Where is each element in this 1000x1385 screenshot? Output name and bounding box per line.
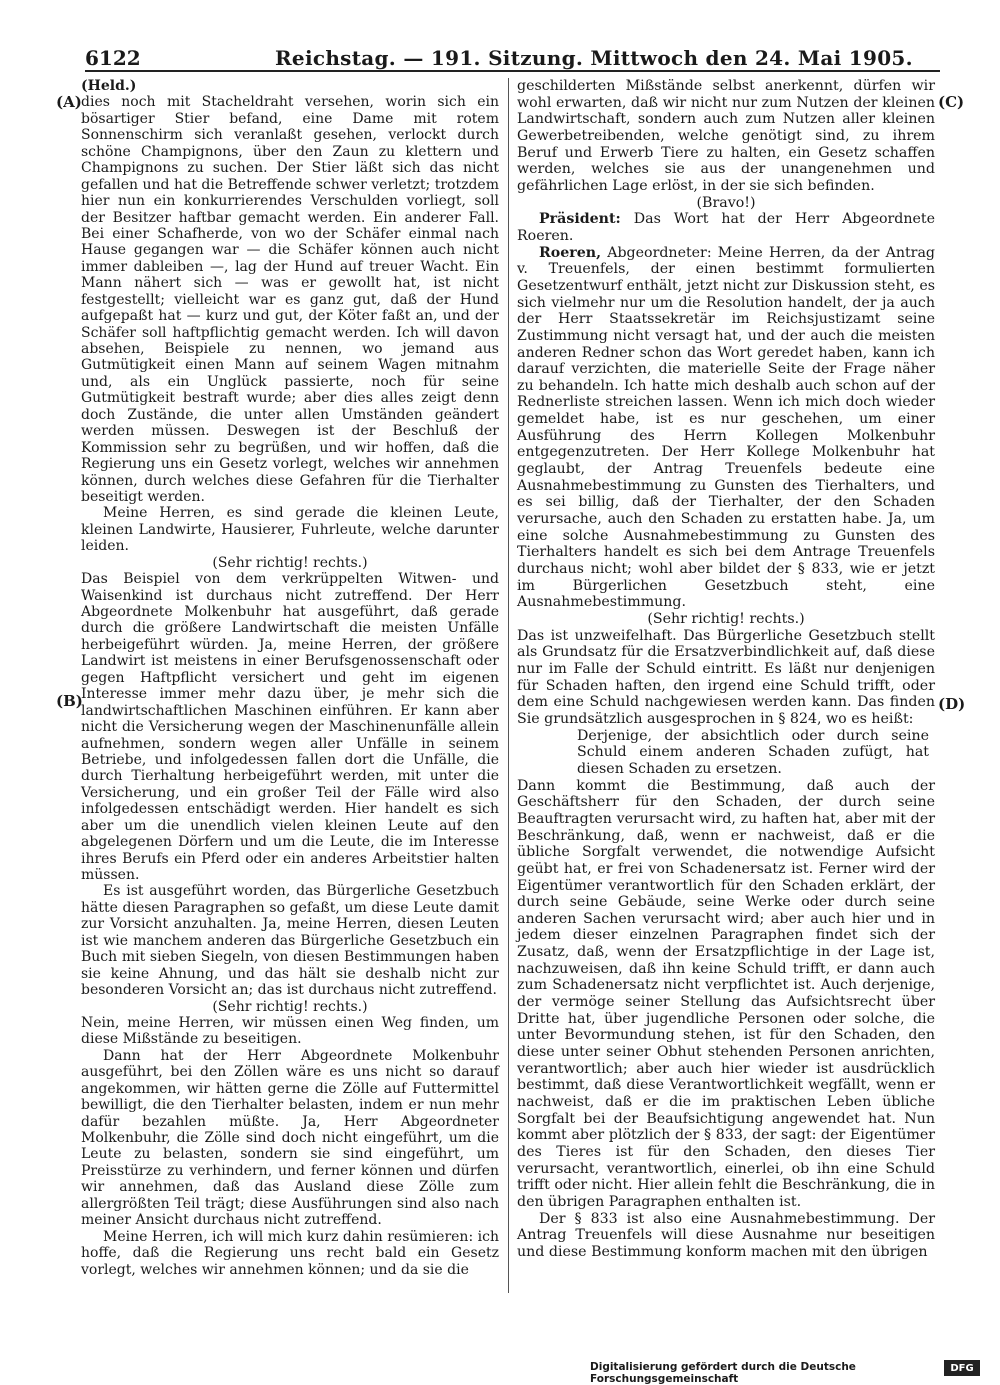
margin-marker-a: (A) xyxy=(56,93,82,111)
footer xyxy=(590,1360,990,1385)
page-number: 6122 xyxy=(85,46,141,70)
paragraph: Das ist unzweifelhaft. Das Bürgerliche Gesetzbuch stellt als Grundsatz für die Ersatzverbindlichkeit auf, daß diese nur im Falle der Schuld eintritt. Es läßt nur denjenigen für Schaden haften, den irgend eine Schuld trifft, oder dem eine Schuld nachgewiesen werden kann. Das finden Sie grundsätzlich ausgesprochen in § 824, wo es heißt: xyxy=(517,627,935,727)
running-title: Reichstag. — 191. Sitzung. Mittwoch den 24. Mai 1905. xyxy=(275,46,913,70)
margin-marker-b: (B) xyxy=(56,692,83,710)
speech-opening xyxy=(517,245,935,611)
right-column xyxy=(517,78,935,1261)
paragraph: dies noch mit Stacheldraht versehen, worin sich ein bösartiger Stier befand, eine Dame mit rotem Sonnenschirm sich veranlaßt gesehen, verlockt durch schöne Champignons, über den Zaun zu klettern und Champignons zu suchen. Der Stier läßt sich das nicht gefallen und hat die Betreffende schwer verletzt; trotzdem hier nun ein konkurrierendes Verschulden vorliegt, soll der Besitzer haftbar gemacht werden. Ein anderer Fall. Bei einer Schafherde, von wo der Schäfer einmal nach Hause gegangen war — die Schäfer können auch nicht immer dableiben —, lag der Hund auf treuer Wacht. Ein Mann nähert sich — was er gewollt hat, ist nicht festgestellt; vielleicht war es ganz gut, daß der Hund aufgepaßt hat — kurz und gut, der Köter faßt an, und der Schäfer soll haftpflichtig gemacht werden. Ich will davon absehen, Beispiele zu nennen, wo jemand aus Gutmütigkeit einen Mann auf seinem Wagen mitnahm und, als ein Unglück passierte, noch für seine Gutmütigkeit bestraft wurde; aber dies alles zeigt denn doch Zustände, die unter allen Umständen geändert werden müssen. Deswegen ist der Beschluß der Kommission sehr zu begrüßen, und wir hoffen, daß die Regierung uns ein Gesetz vorlegt, welches wir annehmen können, durch welches diese Gefahren für die Tierhalter beseitigt werden. xyxy=(81,94,499,505)
margin-marker-c: (C) xyxy=(938,93,965,111)
running-header xyxy=(85,44,940,72)
paragraph: Das Beispiel von dem verkrüppelten Witwen- und Waisenkind ist durchaus nicht zutreffend. Der Herr Abgeordnete Molkenbuhr hat ausgeführt, daß gerade durch die größere Landwirtschaft die meisten Unfälle herbeigeführt würden. Ja, meine Herren, der größere Landwirt ist meistens in einer Berufsgenossenschaft oder gegen Haftpflicht versichert und geht im eigenen Interesse immer mehr dazu über, je mehr sich die landwirtschaftlichen Maschinen einführen. Er kann aber nicht die Versicherung wegen der Maschinenunfälle allein aufnehmen, sondern wegen aller Unfälle in seinem Betriebe, und infolgedessen fallen dort die Unfälle, die durch Tierhaltung herbeigeführt werden, mit unter die Versicherung, und ein großer Teil der Fälle wird also infolgedessen entschädigt werden. Hier handelt es sich aber um die unendlich vielen kleinen Leute auf den abgelegenen Dörfern und um die Leute, die im Interesse ihres Berufs ein Pferd oder ein anderes Arbeitstier halten müssen. xyxy=(81,571,499,883)
left-column xyxy=(81,78,499,1278)
interjection: (Sehr richtig! rechts.) xyxy=(212,998,368,1015)
column-divider xyxy=(508,78,509,1293)
dfg-logo: DFG xyxy=(944,1360,980,1376)
funding-note: Digitalisierung gefördert durch die Deutsche Forschungsgemeinschaft xyxy=(590,1361,856,1385)
interjection: (Bravo!) xyxy=(696,194,756,211)
law-quote: Derjenige, der absichtlich oder durch seine Schuld einem anderen Schaden zufügt, hat diesen Schaden zu ersetzen. xyxy=(577,727,929,777)
paragraph: geschilderten Mißstände selbst anerkennt, dürfen wir wohl erwarten, daß wir nicht nur zum Nutzen der kleinen Landwirtschaft, sondern auch zum Nutzen aller kleinen Gewerbetreibenden, welche genötigt sind, zu ihrem Beruf und Erwerb Tiere zu halten, ein Gesetz schaffen werden, welches sie aus der unangenehmen und gefährlichen Lage erlöst, in der sie sich befinden. xyxy=(517,78,935,194)
paragraph: Der § 833 ist also eine Ausnahmebestimmung. Der Antrag Treuenfels will diese Ausnahme nur beseitigen und diese Bestimmung konform machen mit den übrigen xyxy=(517,1210,935,1260)
paragraph: Meine Herren, ich will mich kurz dahin resümieren: ich hoffe, daß die Regierung uns recht bald ein Gesetz vorlegt, welches wir annehmen können; und da sie die xyxy=(81,1228,499,1278)
interjection: (Sehr richtig! rechts.) xyxy=(647,611,805,627)
interjection: (Sehr richtig! rechts.) xyxy=(212,554,368,571)
speaker-name: Roeren, xyxy=(539,244,602,261)
president-label: Präsident: xyxy=(539,211,621,228)
president-text: Das Wort hat der Herr Abgeordnete Roeren. xyxy=(517,211,935,244)
margin-marker-d: (D) xyxy=(938,695,966,713)
paragraph: Es ist ausgeführt worden, das Bürgerliche Gesetzbuch hätte diesen Paragraphen so gefaßt, um diese Leute damit zur Vorsicht anzuhalten. Ja, meine Herren, diesen Leuten ist wie manchem anderen das Bürgerliche Gesetzbuch ein Buch mit sieben Siegeln, von diesen Bestimmungen haben sie keine Ahnung, und das hält sie deshalb nicht zur besonderen Vorsicht an; das ist durchaus nicht zutreffend. xyxy=(81,883,499,999)
paragraph: Meine Herren, es sind gerade die kleinen Leute, kleinen Landwirte, Hausierer, Fuhrleute, welche darunter leiden. xyxy=(81,505,499,555)
speaker-tag: (Held.) xyxy=(81,78,137,94)
speech-text: Abgeordneter: Meine Herren, da der Antrag v. Treuenfels, der einen bestimmt formulierten Gesetzentwurf enthält, jetzt nicht zur Diskussion steht, es sich vielmehr nur um die Resolution handelt, der ja auch der Herr Staatssekretär im Reichsjustizamt seine Zustimmung nicht versagt hat, und der auch die meisten anderen Redner schon das Wort geredet haben, kann ich darauf verzichten, die materielle Seite der Frage näher zu behandeln. Ich hatte mich deshalb auch schon auf der Rednerliste streichen lassen. Wenn ich mich doch wieder gemeldet habe, ist es nur geschehen, um einer Ausführung des Herrn Kollegen Molkenbuhr entgegenzutreten. Der Herr Kollege Molkenbuhr hat geglaubt, der Antrag Treuenfels bedeute eine Ausnahmebestimmung zu Gunsten des Tierhalters, und es sei billig, daß der Tierhalter, der den Schaden verursache, auch den Schaden zu erstatten habe. Ja, um eine solche Ausnahmebestimmung zu Gunsten des Tierhalters handelt es sich bei dem Antrage Treuenfels durchaus nicht; wohl aber bildet der § 833, wie er jetzt im Bürgerlichen Gesetzbuch steht, eine Ausnahmebestimmung. xyxy=(517,244,936,611)
president-statement xyxy=(517,211,935,244)
paragraph: Nein, meine Herren, wir müssen einen Weg finden, um diese Mißstände zu beseitigen. xyxy=(81,1014,499,1048)
paragraph: Dann kommt die Bestimmung, daß auch der Geschäftsherr für den Schaden, der durch seine Beauftragten verursacht wird, zu haften hat, aber mit der Beschränkung, daß, wenn er nachweist, daß er die übliche Sorgfalt verwendet, die notwendige Aufsicht geübt hat, er frei von Schadenersatz ist. Ferner wird der Eigentümer verantwortlich für den Schaden erklärt, der durch seine Gebäude, seine Werke oder durch seine anderen Sachen verursacht wird; aber auch hier und in jedem dieser einzelnen Paragraphen findet sich der Zusatz, daß, wenn der Ersatzpflichtige in der Lage ist, nachzuweisen, daß ihn keine Schuld trifft, er dann auch zum Schadenersatz nicht verpflichtet ist. Auch derjenige, der vermöge seiner Stellung das Aufsichtsrecht über Dritte hat, über jugendliche Personen oder solche, die unter Bevormundung stehen, ist für den Schaden, den diese unter seiner Obhut stehenden Personen anrichten, verantwortlich; aber auch hier wieder ist ausdrücklich bestimmt, daß diese Verantwortlichkeit wegfällt, wenn er nachweist, daß er die im praktischen Leben übliche Sorgfalt bei der Beaufsichtigung angewendet hat. Nun kommt aber plötzlich der § 833, der sagt: der Eigentümer des Tieres ist für den Schaden, den dieses Tier verursacht, verantwortlich, einerlei, ob ihn eine Schuld trifft oder nicht. Hier allein fehlt die Beschränkung, die in den übrigen Paragraphen enthalten ist. xyxy=(517,777,935,1210)
paragraph: Dann hat der Herr Abgeordnete Molkenbuhr ausgeführt, bei den Zöllen wäre es uns nicht so darauf angekommen, wir hätten gerne die Zölle auf Futtermittel bewilligt, die den Tierhalter belasten, indem er nun mehr dafür bezahlen müßte. Ja, Herr Abgeordneter Molkenbuhr, die Zölle sind doch nicht eingeführt, um die Leute zu belasten, sondern sie sind eingeführt, um Preisstürze zu verhindern, und ferner können und dürfen wir annehmen, daß das Ausland diese Zölle zum allergrößten Teil trägt; diese Ausführungen sind also nach meiner Ansicht durchaus nicht zutreffend. xyxy=(81,1047,499,1229)
